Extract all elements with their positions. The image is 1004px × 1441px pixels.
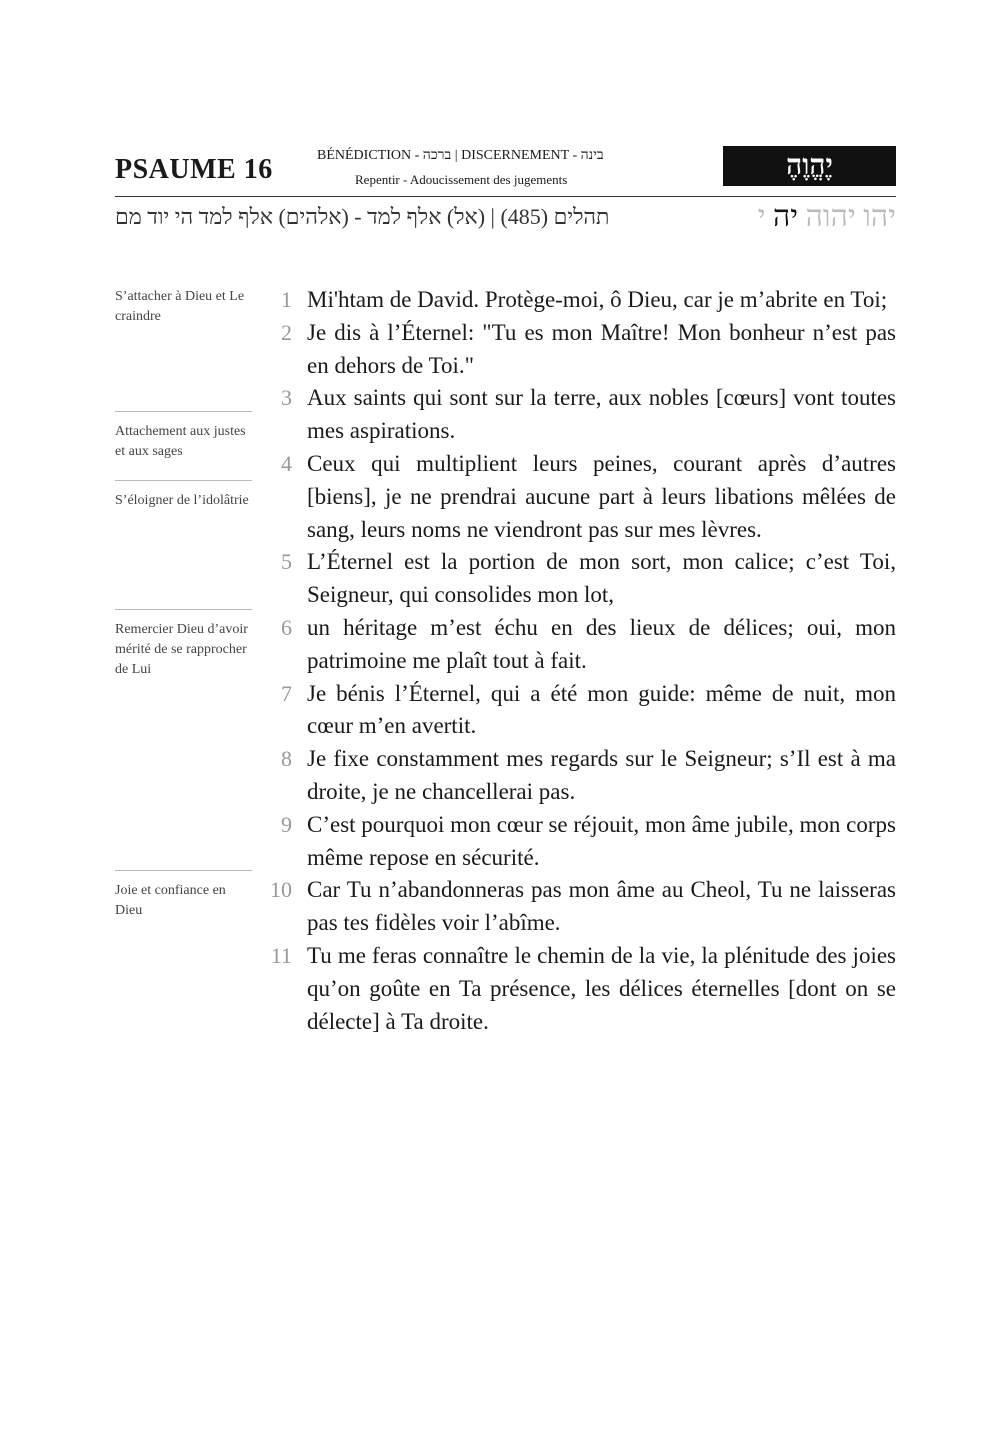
verse-number: 1 <box>281 287 292 312</box>
verse-text: Tu me feras connaître le chemin de la vie, la plénitude des joies qu’on goûte en Ta présence, les délices éternelles [dont on se délecte] à Ta droite. <box>307 942 896 1034</box>
verse-text: Aux saints qui sont sur la terre, aux nobles [cœurs] vont toutes mes aspirations. <box>307 385 896 444</box>
theme-note: Remercier Dieu d’avoir mérité de se rapprocher de Lui <box>115 622 248 677</box>
page-header <box>115 140 896 240</box>
subtitle-theme: Repentir - Adoucissement des jugements <box>355 172 568 187</box>
verse <box>262 382 896 448</box>
verse-number: 5 <box>281 549 292 575</box>
theme-divider <box>115 609 252 610</box>
verse <box>262 874 896 940</box>
tetragram-letters <box>758 200 896 234</box>
letters-light-yod: י <box>757 200 766 233</box>
psalm-verses <box>262 284 896 1038</box>
theme-note: Joie et confiance en Dieu <box>115 883 226 918</box>
verse-number: 6 <box>281 614 292 640</box>
verse <box>262 678 896 744</box>
verse-number: 3 <box>281 385 292 411</box>
theme-note: Attachement aux justes et aux sages <box>115 424 246 459</box>
letters-light-full: יהו יהוה <box>805 200 896 233</box>
letters-dark: יה <box>773 200 799 233</box>
theme-note: S’attacher à Dieu et Le craindre <box>115 289 245 324</box>
verse-text: Mi'htam de David. Protège-moi, ô Dieu, car je m’abrite en Toi; <box>307 287 888 312</box>
verse-text: L’Éternel est la portion de mon sort, mon calice; c’est Toi, Seigneur, qui consolides mon lot, <box>307 549 896 608</box>
verse <box>262 546 896 612</box>
subtitle-sefirot: BÉNÉDICTION - ברכה | DISCERNEMENT - בינה <box>317 148 604 163</box>
verse <box>262 448 896 546</box>
verse <box>262 743 896 809</box>
verse <box>262 612 896 678</box>
verse-text: Car Tu n’abandonneras pas mon âme au Cheol, Tu ne laisseras pas tes fidèles voir l’abîme. <box>307 877 896 936</box>
header-rule <box>115 196 896 197</box>
verse-text: Je fixe constamment mes regards sur le Seigneur; s’Il est à ma droite, je ne chancellerai pas. <box>307 746 896 804</box>
hebrew-gematria-line: תהלים (485) | (אל) אלף למד - (אלהים) אלף למד הי יוד מם <box>115 204 610 229</box>
verse <box>262 317 896 383</box>
theme-note: S’éloigner de l’idolâtrie <box>115 493 249 508</box>
divine-name: יֶהֱוֶהֶ <box>786 150 833 181</box>
verse-text: un héritage m’est échu en des lieux de délices; oui, mon patrimoine me plaît tout à fait. <box>307 614 896 673</box>
verse <box>262 940 896 1038</box>
theme-divider <box>115 480 252 481</box>
verse-number: 2 <box>281 319 292 345</box>
verse-number: 11 <box>270 942 292 968</box>
verse-number: 8 <box>281 746 292 772</box>
verse-number: 10 <box>270 877 292 903</box>
verse <box>262 284 896 317</box>
theme-divider <box>115 411 252 412</box>
verse-number: 4 <box>281 450 292 476</box>
verse-number: 7 <box>281 680 292 706</box>
verse-text: Ceux qui multiplient leurs peines, courant après d’autres [biens], je ne prendrai aucune part à leurs libations mêlées de sang, leurs noms ne viendront pas sur mes lèvres. <box>307 450 896 542</box>
verse-text: Je bénis l’Éternel, qui a été mon guide: même de nuit, mon cœur m’en avertit. <box>307 680 896 739</box>
divine-name-box <box>723 146 896 186</box>
page-title: PSAUME 16 <box>115 154 273 185</box>
theme-divider <box>115 870 252 871</box>
verse <box>262 809 896 875</box>
verse-number: 9 <box>281 811 292 837</box>
verse-text: C’est pourquoi mon cœur se réjouit, mon âme jubile, mon corps même repose en sécurité. <box>307 811 896 870</box>
verse-text: Je dis à l’Éternel: "Tu es mon Maître! Mon bonheur n’est pas en dehors de Toi." <box>307 319 896 378</box>
